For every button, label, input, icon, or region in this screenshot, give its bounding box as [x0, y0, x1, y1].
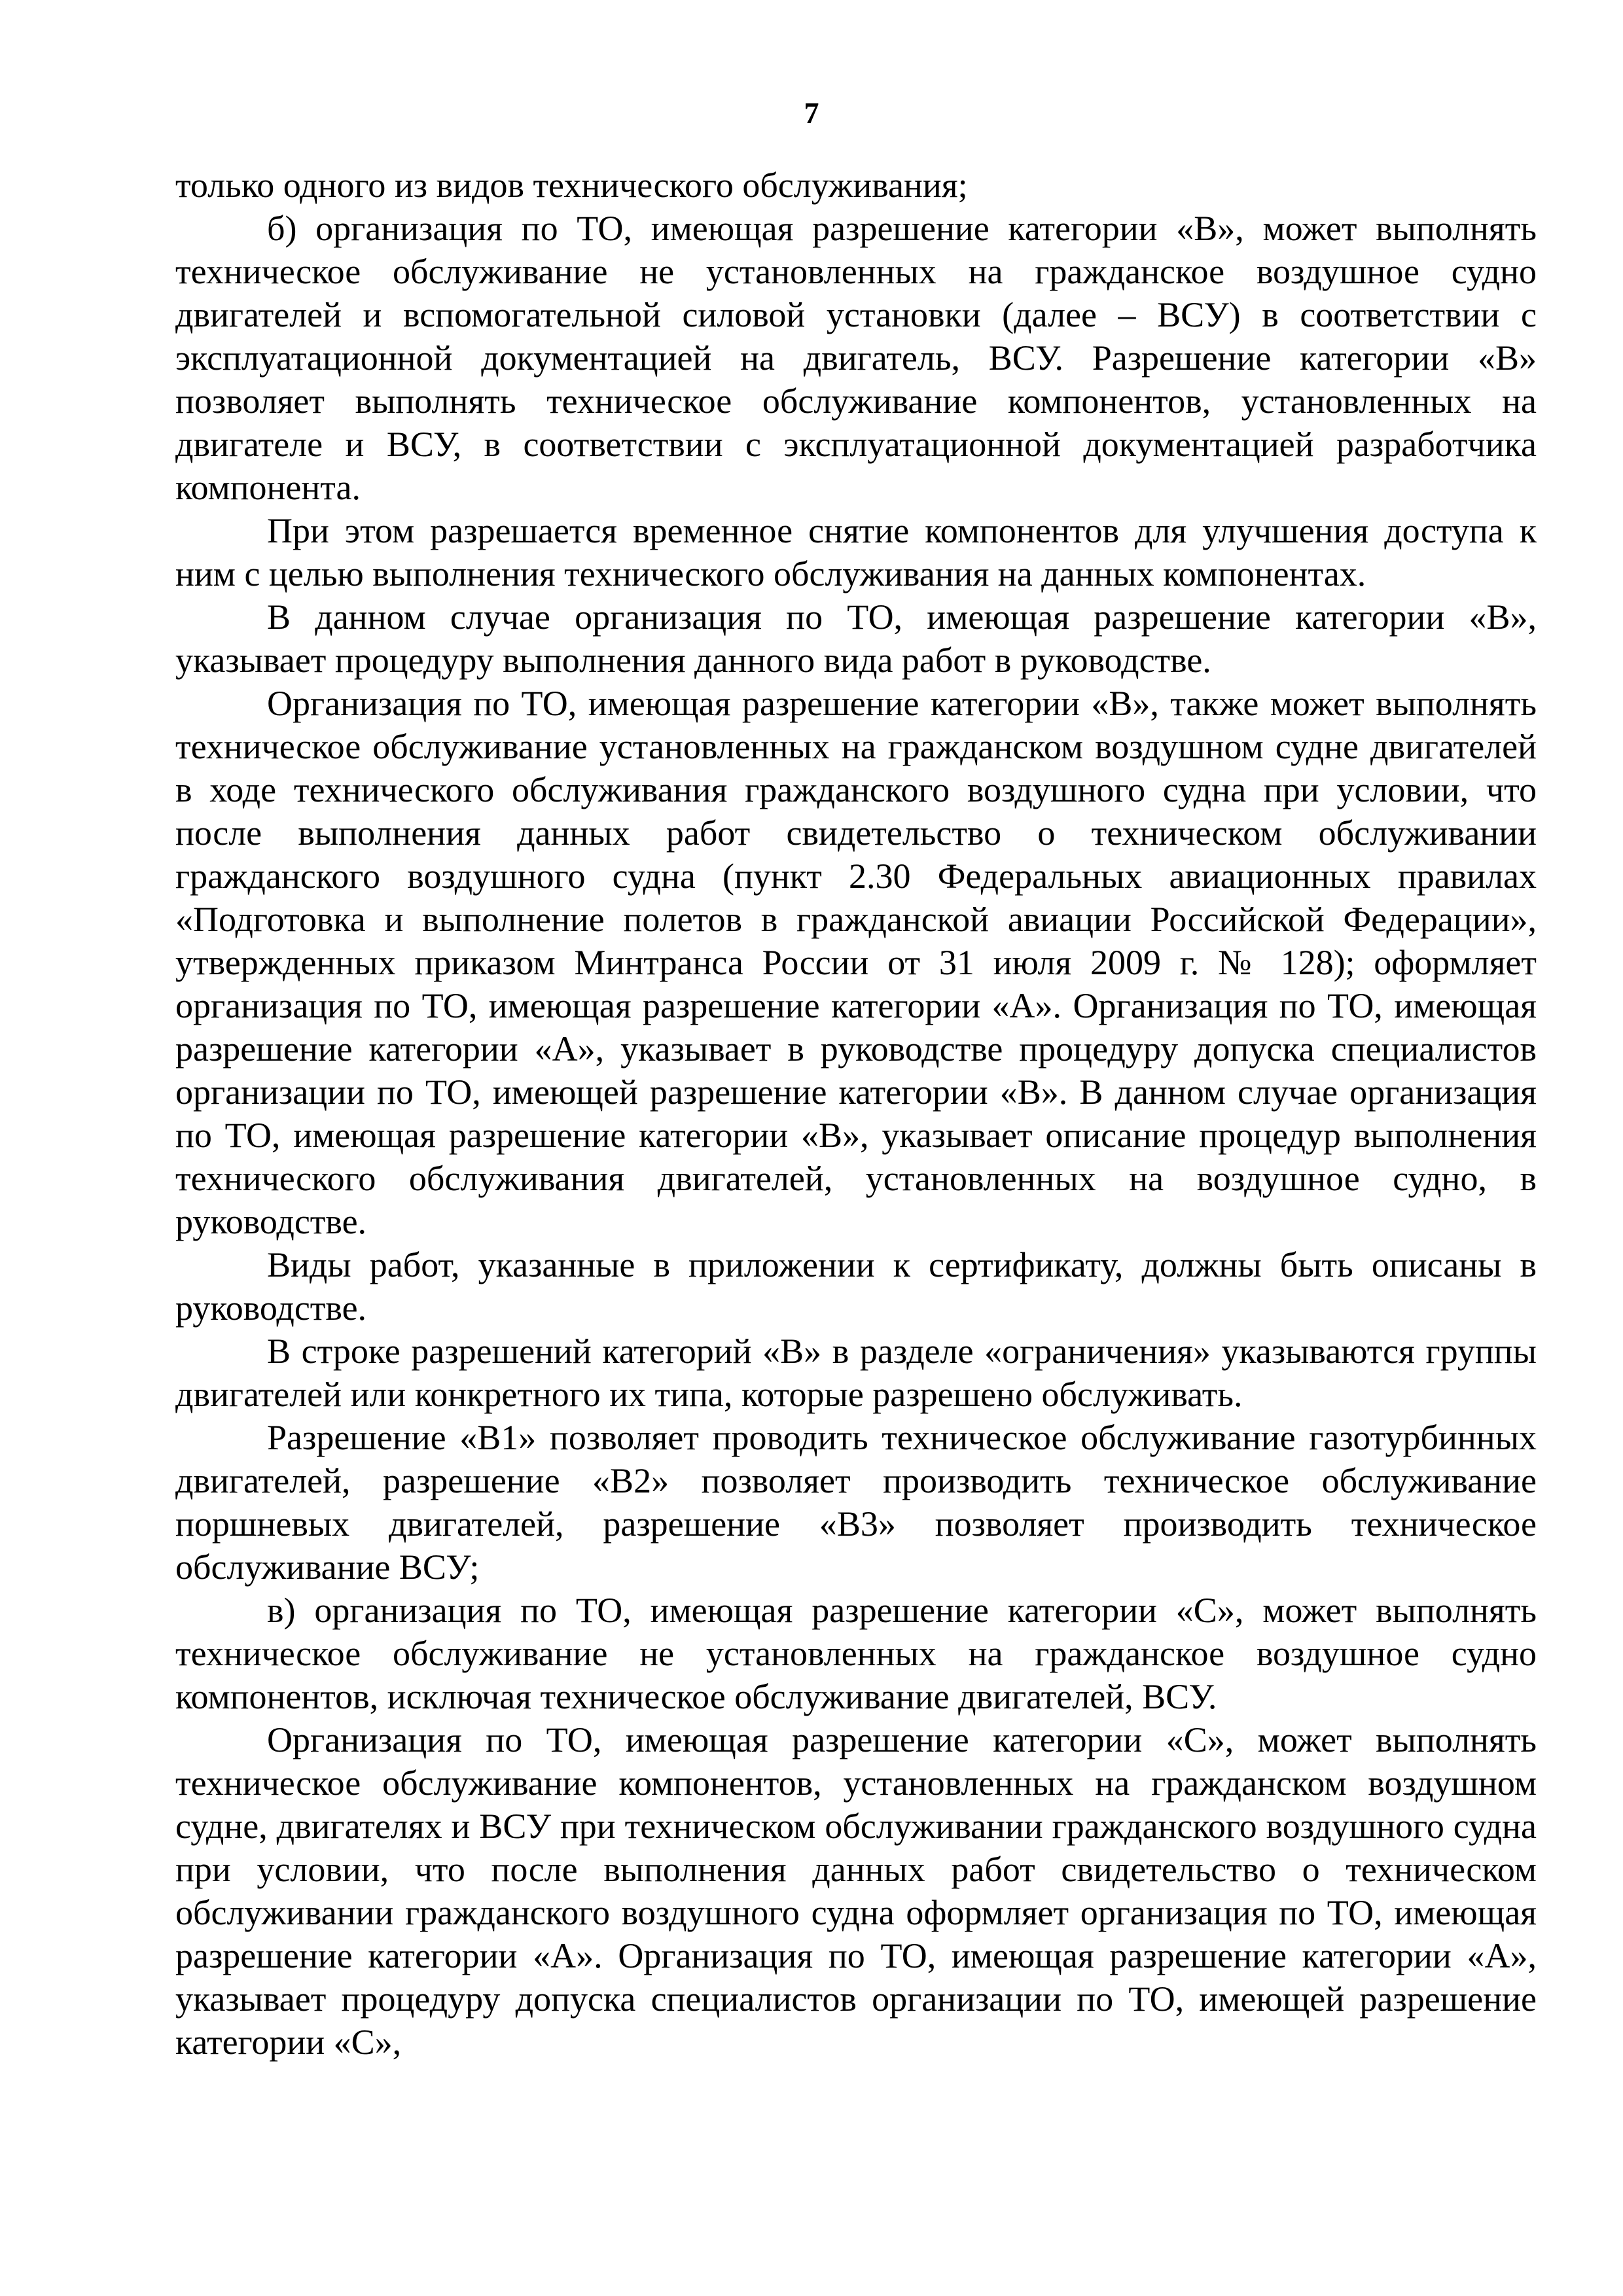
paragraph-temporary-removal: При этом разрешается временное снятие компонентов для улучшения доступа к ним с целью выполнения технического обслуживания на данных компонентах. — [175, 511, 1537, 593]
document-body — [175, 164, 1537, 2064]
paragraph-continuation: только одного из видов технического обслуживания; — [175, 166, 968, 205]
paragraph-installed-engines: Организация по ТО, имеющая разрешение категории «В», также может выполнять техническое обслуживание установленных на гражданском воздушном судне двигателей в ходе технического обслуживания гражданского воздушного судна при условии, что после выполнения данных работ свидетельство о техническом обслуживании гражданского воздушного судна (пункт 2.30 Федеральных авиационных правилах «Подготовка и выполнение полетов в гражданской авиации Российской Федерации», утвержденных приказом Минтранса России от 31 июля 2009 г. № 128); оформляет организация по ТО, имеющая разрешение категории «А». Организация по ТО, имеющая разрешение категории «А», указывает в руководстве процедуру допуска специалистов организации по ТО, имеющей разрешение категории «В». В данном случае организация по ТО, имеющая разрешение категории «В», указывает описание процедур выполнения технического обслуживания двигателей, установленных на воздушное судно, в руководстве. — [175, 684, 1537, 1241]
page-number: 7 — [804, 96, 819, 130]
paragraph-limitations: В строке разрешений категорий «В» в разделе «ограничения» указываются группы двигателей или конкретного их типа, которые разрешено обслуживать. — [175, 1332, 1537, 1414]
paragraph-b1-b2-b3: Разрешение «В1» позволяет проводить техническое обслуживание газотурбинных двигателей, разрешение «В2» позволяет производить техническое обслуживание поршневых двигателей, разрешение «В3» позволяет производить техническое обслуживание ВСУ; — [175, 1418, 1537, 1587]
paragraph-item-c: в) организация по ТО, имеющая разрешение категории «С», может выполнять техническое обслуживание не установленных на гражданское воздушное судно компонентов, исключая техническое обслуживание двигателей, ВСУ. — [175, 1591, 1537, 1716]
paragraph-procedure-in-manual: В данном случае организация по ТО, имеющая разрешение категории «В», указывает процедуру выполнения данного вида работ в руководстве. — [175, 597, 1537, 680]
paragraph-work-types: Виды работ, указанные в приложении к сертификату, должны быть описаны в руководстве. — [175, 1245, 1537, 1328]
paragraph-category-c-installed: Организация по ТО, имеющая разрешение категории «С», может выполнять техническое обслуживание компонентов, установленных на гражданском воздушном судне, двигателях и ВСУ при техническом обслуживании гражданского воздушного судна при условии, что после выполнения данных работ свидетельство о техническом обслуживании гражданского воздушного судна оформляет организация по ТО, имеющая разрешение категории «А». Организация по ТО, имеющая разрешение категории «А», указывает процедуру допуска специалистов организации по ТО, имеющей разрешение категории «С», — [175, 1720, 1537, 2062]
paragraph-item-b: б) организация по ТО, имеющая разрешение категории «В», может выполнять техническое обслуживание не установленных на гражданское воздушное судно двигателей и вспомогательной силовой установки (далее – ВСУ) в соответствии с эксплуатационной документацией на двигатель, ВСУ. Разрешение категории «В» позволяет выполнять техническое обслуживание компонентов, установленных на двигателе и ВСУ, в соответствии с эксплуатационной документацией разработчика компонента. — [175, 209, 1537, 507]
